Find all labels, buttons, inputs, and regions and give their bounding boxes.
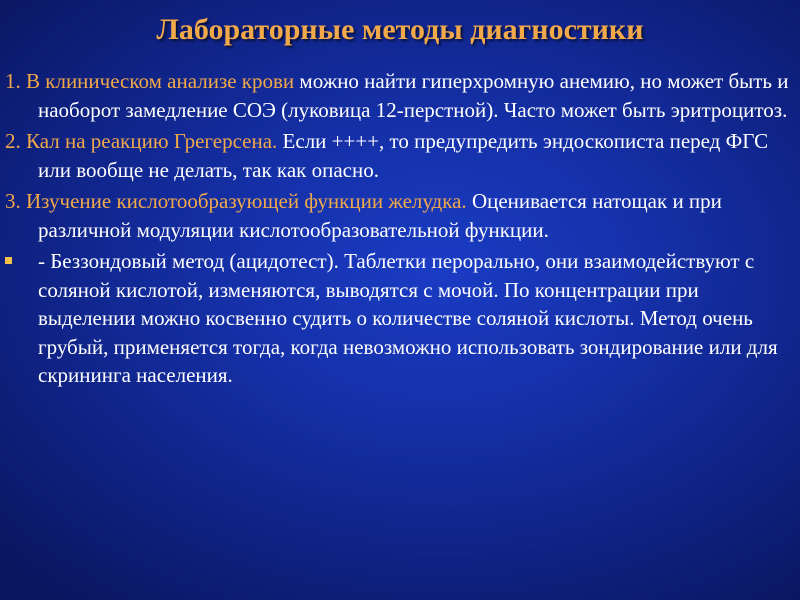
item-3-number: 3. <box>5 189 21 213</box>
item-3-highlight: Изучение кислотообразующей функции желудка. <box>26 189 467 213</box>
square-bullet-icon <box>5 257 12 264</box>
bullet-item-text: - Беззондовый метод (ацидотест). Таблетки перорально, они взаимодействуют с соляной кислотой, изменяются, выводятся с мочой. По концентрации при выделении можно косвенно судить о количестве соляной кислоты. Метод очень грубый, применяется тогда, когда невозможно использовать зондирование или для скрининга населения. <box>38 249 778 387</box>
list-item-3 <box>0 187 790 244</box>
slide-title: Лабораторные методы диагностики <box>156 13 644 46</box>
item-3-text: Оценивается натощак и при различной модуляции кислотообразовательной функции. <box>38 189 722 242</box>
slide-content <box>0 67 790 390</box>
item-1-number: 1. <box>5 69 21 93</box>
item-2-number: 2. <box>5 129 21 153</box>
item-1-highlight: В клиническом анализе крови <box>26 69 295 93</box>
list-item-2 <box>0 127 790 184</box>
item-2-highlight: Кал на реакцию Грегерсена. <box>26 129 278 153</box>
bullet-list-item <box>0 247 790 390</box>
item-2-text: Если ++++, то предупредить эндоскописта перед ФГС или вообще не делать, так как опасно. <box>38 129 769 182</box>
item-1-text: можно найти гиперхромную анемию, но может быть и наоборот замедление СОЭ (луковица 12-перстной). Часто может быть эритроцитоз. <box>38 69 789 122</box>
list-item-1 <box>0 67 790 124</box>
